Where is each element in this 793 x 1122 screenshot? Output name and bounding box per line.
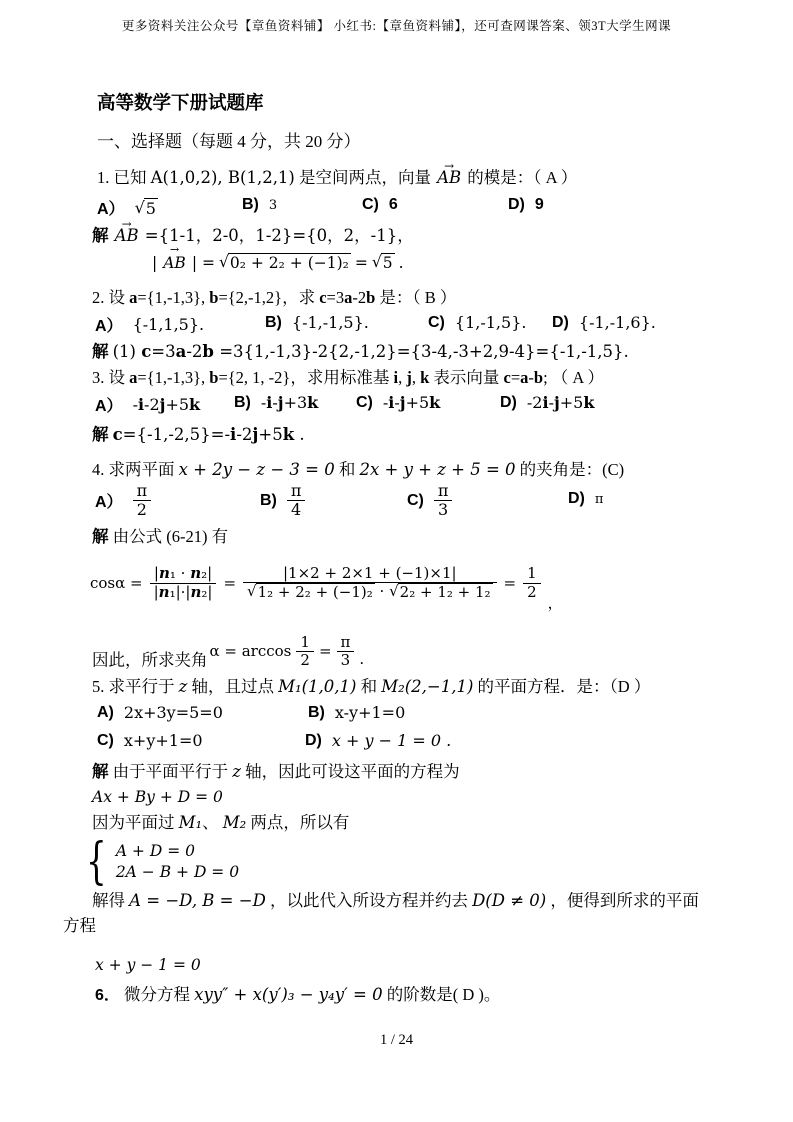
page-number: 1 / 24 [379, 1032, 414, 1048]
q2-option-b-label: B) [265, 313, 282, 331]
fraction-dot-products [243, 565, 497, 602]
numerator: 1 [523, 565, 541, 583]
q4-option-b [260, 482, 305, 520]
numerator: π [337, 634, 355, 652]
q2-option-c-value: {1,-1,5}. [454, 313, 527, 332]
radical-sign: √ [247, 582, 257, 600]
q1-solution-line1 [92, 225, 414, 246]
radicand: 1₂ + 2₂ + (−1)₂ [257, 583, 373, 601]
q6-stem-tail: 的阶数是( D )。 [386, 985, 501, 1004]
q1-option-b [242, 196, 277, 214]
numerator: π [434, 482, 453, 501]
radical-sign: √ [134, 197, 145, 217]
q3-option-a-label: A） [95, 398, 123, 415]
q4-option-a [95, 482, 151, 520]
denominator: 3 [340, 651, 351, 670]
system-lines [116, 842, 239, 881]
q5-option-d-value: x + y − 1 = 0 . [331, 731, 452, 750]
q5-option-b-label: B) [308, 703, 325, 721]
q5-stem: 5. 求平行于 z 轴，且过点 M₁(1,0,1) 和 M₂(2,−1,1) 的平面方程．是：（D ） [92, 677, 651, 696]
numerator: π [287, 482, 306, 501]
sqrt-expression [389, 583, 492, 601]
fraction-n1n2 [150, 565, 217, 601]
q4-option-a-label: A） [95, 494, 123, 512]
q1-option-d-value: 9 [534, 196, 544, 213]
q3-option-d-label: D) [500, 393, 517, 411]
q1-option-d [508, 196, 544, 214]
q3-solution [92, 424, 305, 445]
vector-ab: AB → [435, 167, 463, 188]
denominator [243, 583, 497, 601]
abs-bar: | [152, 253, 158, 272]
denominator: 2 [527, 582, 537, 601]
q4-solution-intro [92, 526, 228, 547]
system-line-1: A + D = 0 [115, 841, 195, 860]
vector-ab: AB → [113, 225, 141, 246]
q5-option-b-value: x-y+1=0 [334, 703, 406, 722]
q3-option-b [234, 393, 318, 412]
q4-cos-formula [90, 553, 563, 613]
q4-option-d-label: D) [568, 490, 585, 507]
page-header-notice: 更多资料关注公众号【章鱼资料铺】 小红书:【章鱼资料铺】，还可查网课答案、领3T大学生网课 [121, 19, 672, 33]
q2-option-a-value: {-1,1,5}. [132, 315, 205, 334]
q2-option-a [95, 313, 204, 336]
q4-option-c [407, 482, 452, 520]
q1-stem-tail: 的模是：（ A ） [467, 168, 578, 187]
fraction-pi-3 [337, 634, 355, 670]
numerator: π [133, 482, 152, 501]
equals-sign: = [318, 642, 332, 661]
q5-result-equation: x + y − 1 = 0 [95, 956, 201, 974]
q3-option-c-value: -i-j+5k [382, 393, 441, 412]
page-title: 高等数学下册试题库 [97, 92, 264, 113]
solution-label: 解 [92, 425, 109, 444]
solution-label: 解 [92, 527, 109, 546]
q5-options-row-2 [0, 731, 793, 755]
solution-label: 解 [92, 342, 109, 361]
fraction-1-2 [523, 565, 541, 601]
q5-solution-line1 [92, 761, 460, 782]
q1-option-c-value: 6 [388, 196, 398, 213]
equals-sign: = [503, 574, 517, 592]
q2-option-a-label: A） [95, 318, 123, 335]
radical-sign: √ [218, 253, 229, 271]
q2-solution [92, 341, 629, 362]
q5-equation-system [86, 832, 240, 890]
multiplication-dot: · [379, 582, 385, 600]
q3-options-row [0, 393, 793, 417]
q5-solution-text1: 由于平面平行于 z 轴，因此可设这平面的方程为 [112, 762, 460, 781]
q6-differential-equation: xyy″ + x(y′)₃ − y₄y′ = 0 [194, 985, 383, 1004]
period: . [398, 253, 404, 272]
radicand: 5 [382, 254, 393, 272]
q3-option-a-value: -i-2j+5k [132, 395, 201, 414]
q4-option-b-label: B) [260, 491, 277, 509]
radical-sign: √ [371, 253, 382, 271]
sqrt-5 [372, 253, 395, 272]
q1-option-c-label: C) [362, 196, 379, 213]
q5-solution-line3: 解得 A = −D, B = −D ，以此代入所设方程并约去 D(D ≠ 0) ，便得到所求的平面 [92, 891, 699, 910]
q1-option-b-label: B) [242, 196, 259, 213]
q1-option-a-value: 5 [145, 198, 156, 218]
q5-option-c-label: C) [97, 731, 114, 749]
abs-bar-eq: | = [191, 253, 215, 272]
q4-stem: 4. 求两平面 x + 2y − z − 3 = 0 和 2x + y + z + 5 = 0 的夹角是：(C) [92, 460, 625, 479]
denominator: 2 [300, 651, 310, 670]
denominator: 2 [136, 500, 147, 520]
denominator: |n₁|·|n₂| [153, 582, 213, 601]
radicand: 2₂ + 1₂ + 1₂ [399, 583, 491, 601]
q1-solution-text: ={1-1，2-0，1-2}={0，2，-1}， [144, 226, 414, 245]
fraction-pi-4 [287, 482, 306, 520]
q4-solution-text: 由公式 (6-21) 有 [112, 527, 229, 546]
q5-option-a-value: 2x+3y=5=0 [123, 703, 223, 722]
denominator: 4 [291, 500, 302, 520]
q4-options-row [0, 482, 793, 528]
q3-option-b-label: B) [234, 393, 251, 411]
q2-option-c-label: C) [428, 313, 445, 331]
equals-sign: = [223, 574, 237, 592]
q1-option-a-label: A） [97, 201, 125, 218]
q2-option-c [428, 313, 526, 332]
q3-stem: 3. 设 a={1,-1,3}, b={2, 1, -2}，求用标准基 i, j, k 表示向量 c=a-b; （ A ） [92, 368, 605, 387]
q4-option-d [568, 490, 603, 508]
q3-option-a [95, 393, 200, 416]
q3-option-c [356, 393, 440, 412]
left-brace: { [86, 832, 107, 890]
q3-solution-text: c={-1,-2,5}=-i-2j+5k . [112, 425, 305, 444]
q5-solution-line3-wrap: 方程 [63, 916, 96, 935]
q5-option-d-label: D) [305, 731, 322, 749]
period: . [359, 649, 365, 668]
equals-sign: = [354, 253, 368, 272]
q5-option-a-label: A) [97, 703, 114, 721]
fraction-pi-2 [133, 482, 152, 520]
vector-ab: AB → [161, 254, 188, 272]
q5-options-row-1 [0, 703, 793, 727]
q2-solution-text: (1) c=3a-2b =3{1,-1,3}-2{2,-1,2}={3-4,-3+2,9-4}={-1,-1,5}. [112, 342, 629, 361]
q1-option-b-value: 3 [268, 197, 278, 213]
fraction-pi-3 [434, 482, 453, 520]
q5-option-c [97, 731, 203, 750]
q6-stem [95, 984, 500, 1006]
arccos-expression: α = arccos [209, 642, 292, 661]
radicand: 0₂ + 2₂ + (−1)₂ [229, 254, 349, 272]
radical-sign: √ [389, 582, 399, 600]
q6-number: 6． [95, 987, 120, 1004]
q2-stem: 2. 设 a={1,-1,3}, b={2,-1,2}，求 c=3a-2b 是：（ B ） [92, 288, 457, 307]
q5-plane-equation: Ax + By + D = 0 [92, 788, 223, 806]
q1-stem-mid: 是空间两点，向量 [299, 168, 431, 187]
q1-solution-formula [152, 253, 404, 272]
system-line-2: 2A − B + D = 0 [115, 862, 240, 881]
q1-stem-number: 1. 已知 [97, 168, 147, 187]
q1-stem-points: A(1,0,2), B(1,2,1) [150, 168, 295, 187]
q4-conclusion [92, 634, 364, 670]
q3-option-d-value: -2i-j+5k [526, 393, 595, 412]
q2-option-d [552, 313, 656, 332]
q1-option-c [362, 196, 398, 214]
fraction-1-2 [296, 634, 314, 670]
q3-option-d [500, 393, 594, 412]
section-heading: 一、选择题（每题 4 分，共 20 分） [97, 132, 361, 151]
comma: ， [547, 594, 563, 612]
q2-option-b [265, 313, 369, 332]
numerator: 1 [296, 634, 314, 652]
q5-option-a [97, 703, 223, 722]
q4-conclusion-text: 因此，所求夹角 [92, 650, 208, 670]
q5-option-b [308, 703, 405, 722]
q5-option-c-value: x+y+1=0 [123, 731, 203, 750]
cos-alpha-lhs: cosα = [90, 574, 143, 592]
q4-option-c-label: C) [407, 491, 424, 509]
q1-stem [97, 167, 577, 188]
q2-option-b-value: {-1,-1,5}. [291, 313, 369, 332]
q5-option-d [305, 731, 451, 750]
q6-stem-pre: 微分方程 [124, 985, 191, 1004]
solution-label: 解 [92, 226, 109, 245]
q1-option-d-label: D) [508, 196, 525, 213]
q4-conclusion-formula [210, 634, 365, 670]
q5-solution-line2: 因为平面过 M₁、 M₂ 两点，所以有 [92, 813, 350, 832]
q2-option-d-label: D) [552, 313, 569, 331]
numerator: |n₁ · n₂| [150, 565, 217, 583]
solution-label: 解 [92, 762, 109, 781]
q3-option-b-value: -i-j+3k [260, 393, 319, 412]
q2-option-d-value: {-1,-1,6}. [578, 313, 656, 332]
numerator: |1×2 + 2×1 + (−1)×1| [243, 565, 497, 583]
q4-option-d-value: π [594, 491, 604, 507]
sqrt-expression [247, 583, 375, 601]
denominator: 3 [438, 500, 449, 520]
sqrt-expression [219, 253, 351, 272]
q2-options-row [0, 313, 793, 337]
q3-option-c-label: C) [356, 393, 373, 411]
